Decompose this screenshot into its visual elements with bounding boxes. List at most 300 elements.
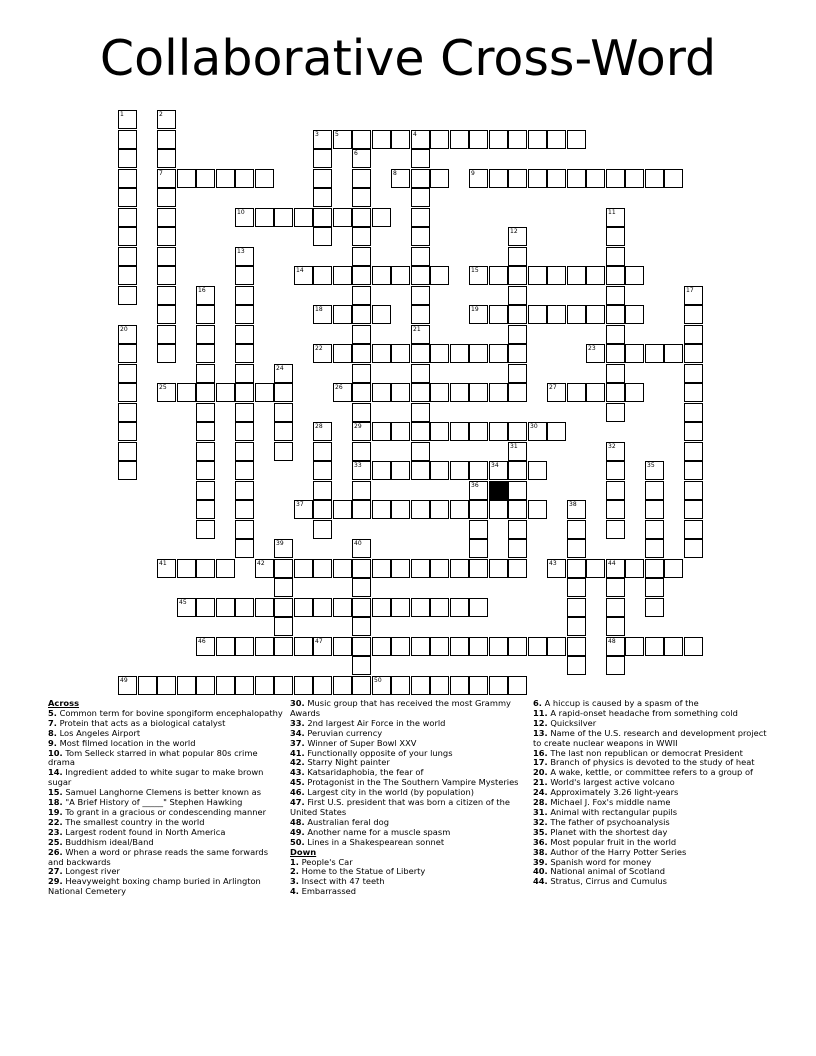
grid-cell[interactable] (313, 676, 332, 695)
grid-cell[interactable] (372, 500, 391, 519)
grid-cell[interactable] (118, 383, 137, 402)
grid-cell[interactable] (118, 403, 137, 422)
grid-cell[interactable] (567, 539, 586, 558)
grid-cell[interactable] (411, 266, 430, 285)
grid-cell[interactable] (606, 598, 625, 617)
grid-cell[interactable] (664, 169, 683, 188)
grid-cell[interactable] (255, 208, 274, 227)
grid-cell[interactable] (547, 559, 566, 578)
grid-cell[interactable] (294, 637, 313, 656)
grid-cell[interactable] (157, 208, 176, 227)
grid-cell[interactable] (469, 539, 488, 558)
grid-cell[interactable] (157, 149, 176, 168)
grid-cell[interactable] (157, 169, 176, 188)
grid-cell[interactable] (352, 364, 371, 383)
grid-cell[interactable] (157, 676, 176, 695)
grid-cell[interactable] (508, 442, 527, 461)
grid-cell[interactable] (645, 481, 664, 500)
grid-cell[interactable] (684, 383, 703, 402)
grid-cell[interactable] (294, 676, 313, 695)
grid-cell[interactable] (352, 208, 371, 227)
grid-cell[interactable] (313, 637, 332, 656)
grid-cell[interactable] (411, 227, 430, 246)
grid-cell[interactable] (352, 422, 371, 441)
grid-cell[interactable] (469, 598, 488, 617)
grid-cell[interactable] (372, 637, 391, 656)
grid-cell[interactable] (469, 481, 488, 500)
grid-cell[interactable] (645, 344, 664, 363)
grid-cell[interactable] (586, 559, 605, 578)
grid-cell[interactable] (352, 247, 371, 266)
grid-cell[interactable] (528, 500, 547, 519)
grid-cell[interactable] (606, 364, 625, 383)
grid-cell[interactable] (625, 305, 644, 324)
grid-cell[interactable] (235, 364, 254, 383)
grid-cell[interactable] (313, 266, 332, 285)
grid-cell[interactable] (684, 461, 703, 480)
grid-cell[interactable] (391, 500, 410, 519)
grid-cell[interactable] (157, 325, 176, 344)
grid-cell[interactable] (333, 559, 352, 578)
grid-cell[interactable] (430, 169, 449, 188)
grid-cell[interactable] (469, 637, 488, 656)
grid-cell[interactable] (274, 598, 293, 617)
grid-cell[interactable] (606, 266, 625, 285)
grid-cell[interactable] (450, 130, 469, 149)
grid-cell[interactable] (606, 247, 625, 266)
grid-cell[interactable] (313, 598, 332, 617)
grid-cell[interactable] (645, 169, 664, 188)
grid-cell[interactable] (216, 676, 235, 695)
grid-cell[interactable] (606, 403, 625, 422)
grid-cell[interactable] (567, 598, 586, 617)
grid-cell[interactable] (118, 325, 137, 344)
grid-cell[interactable] (664, 559, 683, 578)
grid-cell[interactable] (196, 422, 215, 441)
grid-cell[interactable] (508, 325, 527, 344)
grid-cell[interactable] (313, 169, 332, 188)
grid-cell[interactable] (118, 188, 137, 207)
grid-cell[interactable] (333, 676, 352, 695)
grid-cell[interactable] (625, 344, 644, 363)
grid-cell[interactable] (352, 500, 371, 519)
grid-cell[interactable] (606, 169, 625, 188)
grid-cell[interactable] (586, 169, 605, 188)
grid-cell[interactable] (469, 559, 488, 578)
grid-cell[interactable] (196, 364, 215, 383)
grid-cell[interactable] (157, 227, 176, 246)
grid-cell[interactable] (508, 520, 527, 539)
grid-cell[interactable] (372, 676, 391, 695)
grid-cell[interactable] (157, 286, 176, 305)
grid-cell[interactable] (235, 169, 254, 188)
grid-cell[interactable] (645, 598, 664, 617)
grid-cell[interactable] (450, 422, 469, 441)
grid-cell[interactable] (274, 578, 293, 597)
grid-cell[interactable] (391, 559, 410, 578)
grid-cell[interactable] (684, 344, 703, 363)
grid-cell[interactable] (118, 208, 137, 227)
grid-cell[interactable] (157, 559, 176, 578)
grid-cell[interactable] (235, 442, 254, 461)
grid-cell[interactable] (157, 383, 176, 402)
grid-cell[interactable] (625, 637, 644, 656)
grid-cell[interactable] (606, 656, 625, 675)
grid-cell[interactable] (625, 559, 644, 578)
grid-cell[interactable] (157, 188, 176, 207)
grid-cell[interactable] (118, 422, 137, 441)
grid-cell[interactable] (469, 676, 488, 695)
grid-cell[interactable] (645, 637, 664, 656)
grid-cell[interactable] (684, 286, 703, 305)
grid-cell[interactable] (411, 325, 430, 344)
grid-cell[interactable] (196, 520, 215, 539)
grid-cell[interactable] (469, 383, 488, 402)
grid-cell[interactable] (352, 227, 371, 246)
grid-cell[interactable] (333, 344, 352, 363)
grid-cell[interactable] (567, 559, 586, 578)
grid-cell[interactable] (469, 169, 488, 188)
grid-cell[interactable] (489, 461, 508, 480)
grid-cell[interactable] (411, 598, 430, 617)
grid-cell[interactable] (606, 442, 625, 461)
grid-cell[interactable] (255, 637, 274, 656)
grid-cell[interactable] (625, 383, 644, 402)
grid-cell[interactable] (352, 325, 371, 344)
grid-cell[interactable] (411, 305, 430, 324)
grid-cell[interactable] (489, 305, 508, 324)
grid-cell[interactable] (216, 637, 235, 656)
grid-cell[interactable] (430, 461, 449, 480)
grid-cell[interactable] (547, 169, 566, 188)
grid-cell[interactable] (489, 637, 508, 656)
grid-cell[interactable] (430, 383, 449, 402)
grid-cell[interactable] (528, 169, 547, 188)
grid-cell[interactable] (235, 208, 254, 227)
grid-cell[interactable] (528, 422, 547, 441)
grid-cell[interactable] (352, 656, 371, 675)
grid-cell[interactable] (196, 169, 215, 188)
grid-cell[interactable] (508, 227, 527, 246)
grid-cell[interactable] (547, 383, 566, 402)
grid-cell[interactable] (430, 637, 449, 656)
grid-cell[interactable] (469, 500, 488, 519)
grid-cell[interactable] (372, 559, 391, 578)
grid-cell[interactable] (489, 266, 508, 285)
grid-cell[interactable] (391, 637, 410, 656)
grid-cell[interactable] (567, 520, 586, 539)
grid-cell[interactable] (645, 520, 664, 539)
grid-cell[interactable] (528, 266, 547, 285)
grid-cell[interactable] (333, 208, 352, 227)
grid-cell[interactable] (235, 676, 254, 695)
grid-cell[interactable] (118, 169, 137, 188)
grid-cell[interactable] (313, 130, 332, 149)
grid-cell[interactable] (196, 676, 215, 695)
grid-cell[interactable] (606, 500, 625, 519)
grid-cell[interactable] (118, 110, 137, 129)
grid-cell[interactable] (469, 520, 488, 539)
grid-cell[interactable] (352, 598, 371, 617)
grid-cell[interactable] (274, 676, 293, 695)
grid-cell[interactable] (450, 344, 469, 363)
grid-cell[interactable] (391, 344, 410, 363)
grid-cell[interactable] (508, 130, 527, 149)
grid-cell[interactable] (313, 442, 332, 461)
grid-cell[interactable] (411, 169, 430, 188)
grid-cell[interactable] (352, 344, 371, 363)
grid-cell[interactable] (196, 598, 215, 617)
grid-cell[interactable] (313, 305, 332, 324)
grid-cell[interactable] (645, 559, 664, 578)
grid-cell[interactable] (196, 442, 215, 461)
grid-cell[interactable] (489, 422, 508, 441)
grid-cell[interactable] (664, 637, 683, 656)
grid-cell[interactable] (547, 637, 566, 656)
grid-cell[interactable] (177, 169, 196, 188)
grid-cell[interactable] (333, 383, 352, 402)
grid-cell[interactable] (430, 266, 449, 285)
grid-cell[interactable] (391, 676, 410, 695)
grid-cell[interactable] (118, 344, 137, 363)
grid-cell[interactable] (313, 227, 332, 246)
grid-cell[interactable] (274, 539, 293, 558)
grid-cell[interactable] (411, 286, 430, 305)
grid-cell[interactable] (606, 208, 625, 227)
grid-cell[interactable] (450, 559, 469, 578)
grid-cell[interactable] (333, 637, 352, 656)
grid-cell[interactable] (235, 500, 254, 519)
grid-cell[interactable] (352, 617, 371, 636)
grid-cell[interactable] (391, 266, 410, 285)
grid-cell[interactable] (235, 539, 254, 558)
grid-cell[interactable] (508, 305, 527, 324)
grid-cell[interactable] (216, 598, 235, 617)
grid-cell[interactable] (294, 208, 313, 227)
grid-cell[interactable] (430, 676, 449, 695)
grid-cell[interactable] (138, 676, 157, 695)
grid-cell[interactable] (567, 169, 586, 188)
grid-cell[interactable] (391, 422, 410, 441)
grid-cell[interactable] (196, 383, 215, 402)
grid-cell[interactable] (352, 266, 371, 285)
grid-cell[interactable] (118, 130, 137, 149)
grid-cell[interactable] (606, 344, 625, 363)
grid-cell[interactable] (508, 383, 527, 402)
grid-cell[interactable] (567, 578, 586, 597)
grid-cell[interactable] (118, 364, 137, 383)
grid-cell[interactable] (489, 344, 508, 363)
grid-cell[interactable] (606, 617, 625, 636)
grid-cell[interactable] (684, 422, 703, 441)
grid-cell[interactable] (567, 305, 586, 324)
grid-cell[interactable] (118, 442, 137, 461)
grid-cell[interactable] (489, 500, 508, 519)
grid-cell[interactable] (313, 559, 332, 578)
grid-cell[interactable] (391, 461, 410, 480)
grid-cell[interactable] (528, 461, 547, 480)
grid-cell[interactable] (372, 266, 391, 285)
grid-cell[interactable] (430, 422, 449, 441)
grid-cell[interactable] (508, 286, 527, 305)
grid-cell[interactable] (411, 383, 430, 402)
grid-cell[interactable] (352, 442, 371, 461)
grid-cell[interactable] (196, 344, 215, 363)
grid-cell[interactable] (508, 461, 527, 480)
grid-cell[interactable] (450, 676, 469, 695)
grid-cell[interactable] (684, 364, 703, 383)
grid-cell[interactable] (664, 344, 683, 363)
grid-cell[interactable] (352, 481, 371, 500)
grid-cell[interactable] (645, 578, 664, 597)
grid-cell[interactable] (333, 305, 352, 324)
grid-cell[interactable] (313, 481, 332, 500)
grid-cell[interactable] (352, 130, 371, 149)
grid-cell[interactable] (586, 305, 605, 324)
grid-cell[interactable] (430, 344, 449, 363)
grid-cell[interactable] (430, 559, 449, 578)
grid-cell[interactable] (294, 559, 313, 578)
grid-cell[interactable] (411, 403, 430, 422)
grid-cell[interactable] (489, 676, 508, 695)
grid-cell[interactable] (118, 286, 137, 305)
grid-cell[interactable] (372, 383, 391, 402)
grid-cell[interactable] (391, 383, 410, 402)
grid-cell[interactable] (352, 188, 371, 207)
grid-cell[interactable] (469, 266, 488, 285)
grid-cell[interactable] (118, 676, 137, 695)
grid-cell[interactable] (196, 403, 215, 422)
grid-cell[interactable] (118, 266, 137, 285)
grid-cell[interactable] (352, 559, 371, 578)
grid-cell[interactable] (547, 130, 566, 149)
grid-cell[interactable] (235, 247, 254, 266)
grid-cell[interactable] (606, 286, 625, 305)
grid-cell[interactable] (411, 344, 430, 363)
grid-cell[interactable] (294, 598, 313, 617)
grid-cell[interactable] (313, 149, 332, 168)
grid-cell[interactable] (274, 559, 293, 578)
grid-cell[interactable] (508, 344, 527, 363)
grid-cell[interactable] (567, 617, 586, 636)
grid-cell[interactable] (391, 169, 410, 188)
grid-cell[interactable] (235, 598, 254, 617)
grid-cell[interactable] (235, 286, 254, 305)
grid-cell[interactable] (606, 325, 625, 344)
grid-cell[interactable] (274, 637, 293, 656)
grid-cell[interactable] (274, 442, 293, 461)
grid-cell[interactable] (547, 305, 566, 324)
grid-cell[interactable] (352, 676, 371, 695)
grid-cell[interactable] (196, 500, 215, 519)
grid-cell[interactable] (235, 461, 254, 480)
grid-cell[interactable] (118, 149, 137, 168)
grid-cell[interactable] (411, 442, 430, 461)
grid-cell[interactable] (255, 383, 274, 402)
grid-cell[interactable] (372, 305, 391, 324)
grid-cell[interactable] (313, 520, 332, 539)
grid-cell[interactable] (508, 539, 527, 558)
grid-cell[interactable] (528, 305, 547, 324)
grid-cell[interactable] (196, 481, 215, 500)
grid-cell[interactable] (411, 559, 430, 578)
grid-cell[interactable] (684, 481, 703, 500)
grid-cell[interactable] (411, 149, 430, 168)
grid-cell[interactable] (645, 500, 664, 519)
grid-cell[interactable] (352, 539, 371, 558)
grid-cell[interactable] (586, 266, 605, 285)
grid-cell[interactable] (333, 266, 352, 285)
grid-cell[interactable] (333, 500, 352, 519)
grid-cell[interactable] (196, 286, 215, 305)
grid-cell[interactable] (216, 169, 235, 188)
grid-cell[interactable] (606, 383, 625, 402)
grid-cell[interactable] (528, 130, 547, 149)
grid-cell[interactable] (235, 266, 254, 285)
grid-cell[interactable] (352, 578, 371, 597)
grid-cell[interactable] (411, 364, 430, 383)
grid-cell[interactable] (352, 403, 371, 422)
grid-cell[interactable] (567, 500, 586, 519)
grid-cell[interactable] (508, 500, 527, 519)
grid-cell[interactable] (235, 422, 254, 441)
grid-cell[interactable] (684, 637, 703, 656)
grid-cell[interactable] (313, 461, 332, 480)
grid-cell[interactable] (606, 578, 625, 597)
grid-cell[interactable] (606, 520, 625, 539)
grid-cell[interactable] (625, 266, 644, 285)
grid-cell[interactable] (450, 637, 469, 656)
grid-cell[interactable] (684, 442, 703, 461)
grid-cell[interactable] (567, 637, 586, 656)
grid-cell[interactable] (606, 227, 625, 246)
grid-cell[interactable] (352, 461, 371, 480)
grid-cell[interactable] (684, 403, 703, 422)
grid-cell[interactable] (411, 637, 430, 656)
grid-cell[interactable] (177, 598, 196, 617)
grid-cell[interactable] (216, 559, 235, 578)
grid-cell[interactable] (352, 286, 371, 305)
grid-cell[interactable] (157, 110, 176, 129)
grid-cell[interactable] (235, 344, 254, 363)
grid-cell[interactable] (450, 461, 469, 480)
grid-cell[interactable] (606, 481, 625, 500)
grid-cell[interactable] (352, 149, 371, 168)
grid-cell[interactable] (411, 247, 430, 266)
grid-cell[interactable] (177, 383, 196, 402)
grid-cell[interactable] (372, 130, 391, 149)
grid-cell[interactable] (235, 403, 254, 422)
grid-cell[interactable] (411, 500, 430, 519)
grid-cell[interactable] (508, 247, 527, 266)
grid-cell[interactable] (489, 383, 508, 402)
grid-cell[interactable] (645, 539, 664, 558)
grid-cell[interactable] (508, 637, 527, 656)
grid-cell[interactable] (333, 598, 352, 617)
grid-cell[interactable] (469, 344, 488, 363)
grid-cell[interactable] (333, 130, 352, 149)
grid-cell[interactable] (411, 676, 430, 695)
grid-cell[interactable] (274, 208, 293, 227)
grid-cell[interactable] (567, 383, 586, 402)
grid-cell[interactable] (235, 637, 254, 656)
grid-cell[interactable] (489, 169, 508, 188)
grid-cell[interactable] (411, 130, 430, 149)
grid-cell[interactable] (625, 169, 644, 188)
grid-cell[interactable] (235, 481, 254, 500)
grid-cell[interactable] (547, 266, 566, 285)
grid-cell[interactable] (255, 598, 274, 617)
